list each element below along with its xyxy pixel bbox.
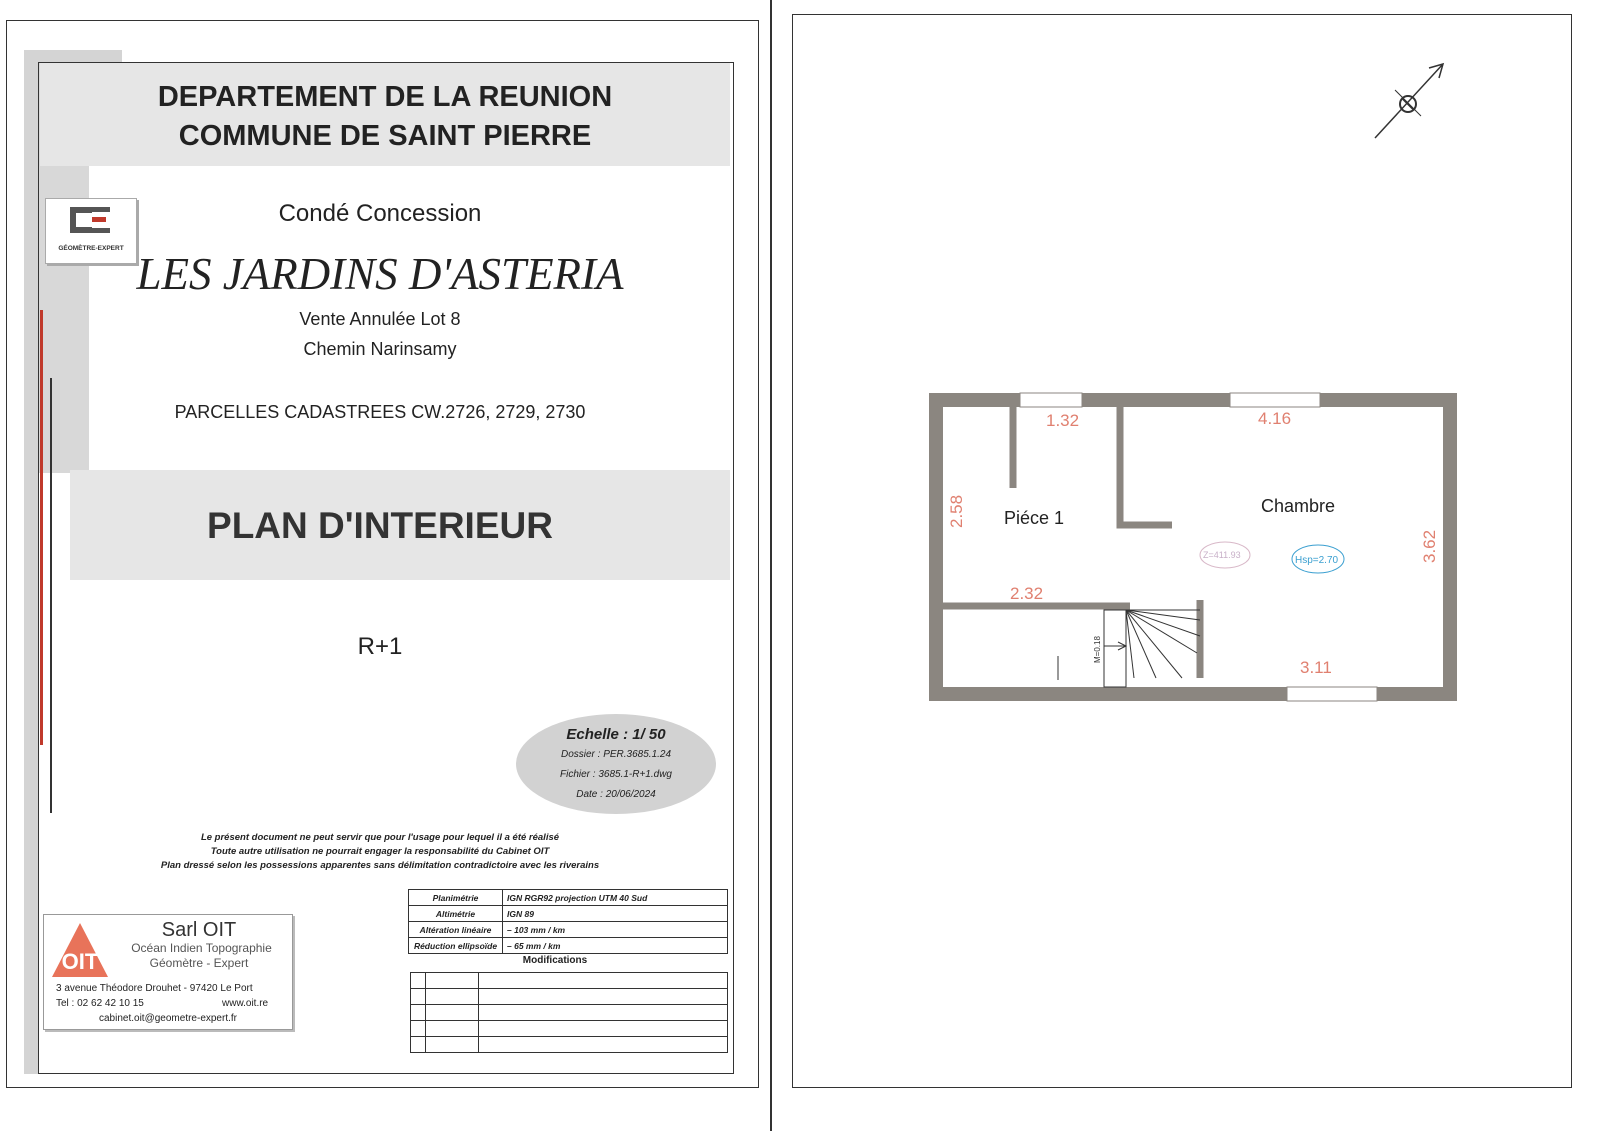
plan-title: PLAN D'INTERIEUR	[207, 505, 553, 546]
mod-cell	[426, 1037, 479, 1053]
dim-232: 2.32	[1010, 584, 1044, 603]
north-arrow-icon	[1365, 58, 1455, 148]
disclaimer-line-1: Le présent document ne peut servir que pour l'usage pour lequel il a été réalisé	[200, 832, 560, 843]
mod-row	[411, 1005, 728, 1021]
staircase	[1058, 610, 1200, 687]
dim-311: 3.11	[1300, 658, 1332, 677]
altitude-label: Z=411.93	[1203, 550, 1241, 560]
room-label-chambre: Chambre	[1261, 496, 1336, 516]
ceiling-height-label: Hsp=2.70	[1295, 555, 1339, 566]
mod-cell	[479, 1005, 728, 1021]
mod-cell	[479, 1037, 728, 1053]
floor-plan	[920, 388, 1460, 708]
disclaimer-line-2: Toute autre utilisation ne pourrait engager la responsabilité du Cabinet OIT	[210, 846, 550, 857]
dim-258: 2.58	[947, 494, 966, 528]
mod-cell	[411, 1037, 426, 1053]
dossier-ref: Dossier : PER.3685.1.24	[560, 749, 672, 760]
company-address: 3 avenue Théodore Drouhet - 97420 Le Port	[56, 983, 253, 994]
geometre-expert-logo-icon	[46, 199, 136, 241]
mod-cell	[426, 989, 479, 1005]
company-card	[43, 914, 293, 1030]
mod-row	[411, 1037, 728, 1053]
spec-row	[409, 922, 728, 938]
badge-label: GÉOMÈTRE-EXPERT	[58, 245, 124, 252]
mod-row	[411, 973, 728, 989]
dim-362: 3.62	[1420, 529, 1439, 563]
interior-wall	[1120, 407, 1172, 525]
level-label: R+1	[357, 633, 403, 660]
window	[1287, 687, 1377, 701]
oit-logo-icon	[50, 921, 110, 979]
project-name: LES JARDINS D'ASTERIA	[136, 249, 624, 299]
mod-row	[411, 989, 728, 1005]
file-ref: Fichier : 3685.1-R+1.dwg	[559, 769, 672, 780]
spec-value: IGN RGR92 projection UTM 40 Sud	[503, 890, 728, 906]
dim-416: 4.16	[1258, 409, 1292, 428]
spec-row	[409, 938, 728, 954]
mod-row	[411, 1021, 728, 1037]
parcels-info: PARCELLES CADASTREES CW.2726, 2729, 2730	[174, 402, 586, 422]
mod-cell	[479, 1021, 728, 1037]
company-line-2: Géomètre - Expert	[149, 956, 249, 970]
modifications-table	[410, 972, 728, 1053]
disclaimer	[120, 831, 640, 873]
company-tel: Tel : 02 62 42 10 15	[56, 998, 144, 1009]
spec-value: IGN 89	[503, 906, 728, 922]
company-email: cabinet.oit@geometre-expert.fr	[99, 1013, 237, 1024]
mod-cell	[426, 1021, 479, 1037]
spec-row	[409, 906, 728, 922]
window	[1230, 393, 1320, 407]
disclaimer-line-3: Plan dressé selon les possessions apparentes sans délimitation contradictoire avec les riverains	[160, 860, 600, 871]
dim-018: M=0.18	[1093, 636, 1102, 663]
company-web: www.oit.re	[222, 998, 269, 1009]
company-line-1: Océan Indien Topographie	[131, 941, 272, 955]
road-name: Chemin Narinsamy	[303, 339, 457, 359]
mod-cell	[426, 1005, 479, 1021]
header-department: DEPARTEMENT DE LA REUNION	[157, 81, 613, 113]
red-accent-line	[40, 310, 43, 745]
company-name: Sarl OIT	[161, 919, 237, 941]
scale-value: Echelle : 1/ 50	[566, 726, 666, 743]
spec-value: – 65 mm / km	[503, 938, 728, 954]
mod-cell	[411, 989, 426, 1005]
dark-accent-line	[50, 378, 52, 813]
spec-label: Altimétrie	[409, 906, 503, 922]
mod-cell	[411, 1021, 426, 1037]
oit-logo-text: OIT	[61, 949, 99, 974]
dim-132: 1.32	[1046, 411, 1080, 430]
mod-cell	[479, 989, 728, 1005]
spec-label: Altération linéaire	[409, 922, 503, 938]
client-name: Condé Concession	[278, 200, 482, 227]
spec-label: Planimétrie	[409, 890, 503, 906]
room-label-piece-1: Piéce 1	[1004, 508, 1065, 528]
mod-cell	[479, 973, 728, 989]
mod-cell	[411, 973, 426, 989]
spec-row	[409, 890, 728, 906]
specifications-table	[408, 889, 728, 954]
scale-stamp	[516, 714, 716, 814]
header-commune: COMMUNE DE SAINT PIERRE	[178, 120, 592, 152]
mod-cell	[426, 973, 479, 989]
window	[1020, 393, 1082, 407]
date-ref: Date : 20/06/2024	[576, 789, 656, 800]
page-divider	[770, 0, 772, 1131]
mod-cell	[411, 1005, 426, 1021]
spec-label: Réduction ellipsoïde	[409, 938, 503, 954]
spec-value: – 103 mm / km	[503, 922, 728, 938]
modifications-title: Modifications	[522, 955, 588, 966]
sale-info: Vente Annulée Lot 8	[299, 309, 461, 329]
